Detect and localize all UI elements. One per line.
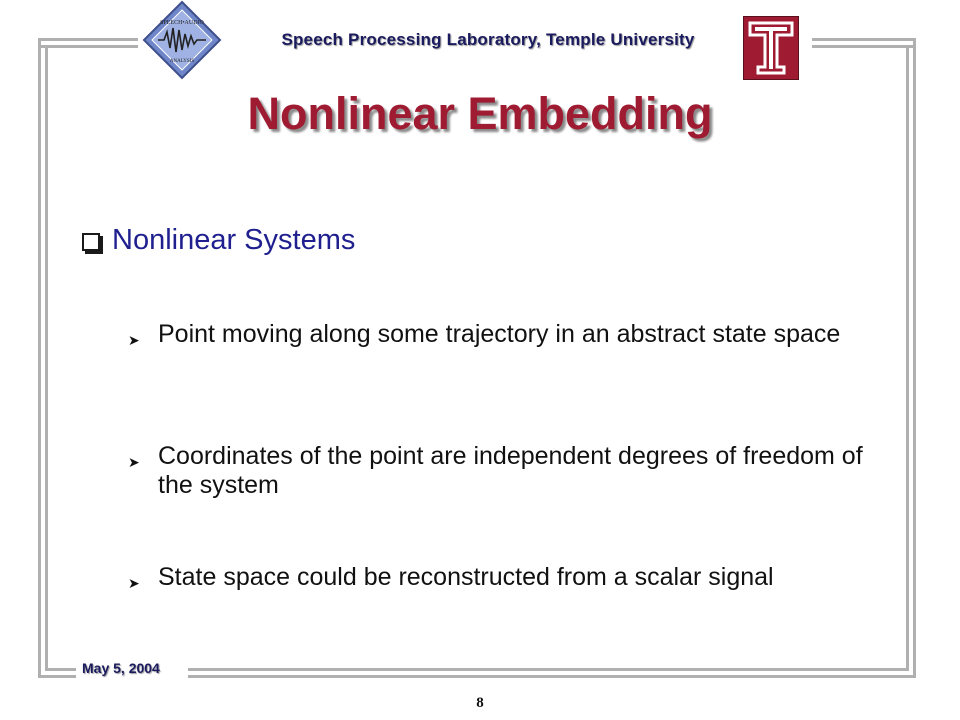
- sub-bullet: [128, 563, 878, 598]
- sub-bullet: [128, 442, 878, 500]
- slide-date: May 5, 2004: [82, 660, 160, 676]
- sub-bullet-text: Point moving along some trajectory in an abstract state space: [158, 320, 841, 348]
- main-bullet-text: Nonlinear Systems: [112, 224, 356, 256]
- main-bullet: [82, 224, 355, 257]
- slide-title: Nonlinear Embedding: [247, 88, 713, 139]
- page-number: 8: [476, 695, 484, 711]
- frame-border: [38, 675, 76, 678]
- speech-audio-processing-logo-icon: [142, 0, 222, 80]
- temple-t-logo-icon: [743, 16, 799, 80]
- frame-border: [188, 668, 909, 671]
- svg-text:ANALYSIS: ANALYSIS: [169, 59, 195, 64]
- arrowhead-bullet-icon: ➤: [128, 454, 140, 470]
- arrowhead-bullet-icon: ➤: [128, 332, 140, 348]
- frame-border: [812, 38, 916, 41]
- frame-border: [812, 45, 916, 48]
- frame-border: [188, 675, 916, 678]
- frame-border: [38, 45, 138, 48]
- frame-border: [45, 668, 76, 671]
- frame-border: [38, 38, 138, 41]
- svg-text:SPEECH•AUDIO: SPEECH•AUDIO: [160, 20, 204, 26]
- sub-bullet-text: State space could be reconstructed from a scalar signal: [158, 563, 774, 591]
- sub-bullet-text: Coordinates of the point are independent degrees of freedom of the system: [158, 442, 863, 499]
- sub-bullet: [128, 320, 878, 355]
- lab-header: Speech Processing Laboratory, Temple University: [281, 30, 695, 49]
- arrowhead-bullet-icon: ➤: [128, 575, 140, 591]
- checkbox-bullet-icon: [82, 233, 100, 251]
